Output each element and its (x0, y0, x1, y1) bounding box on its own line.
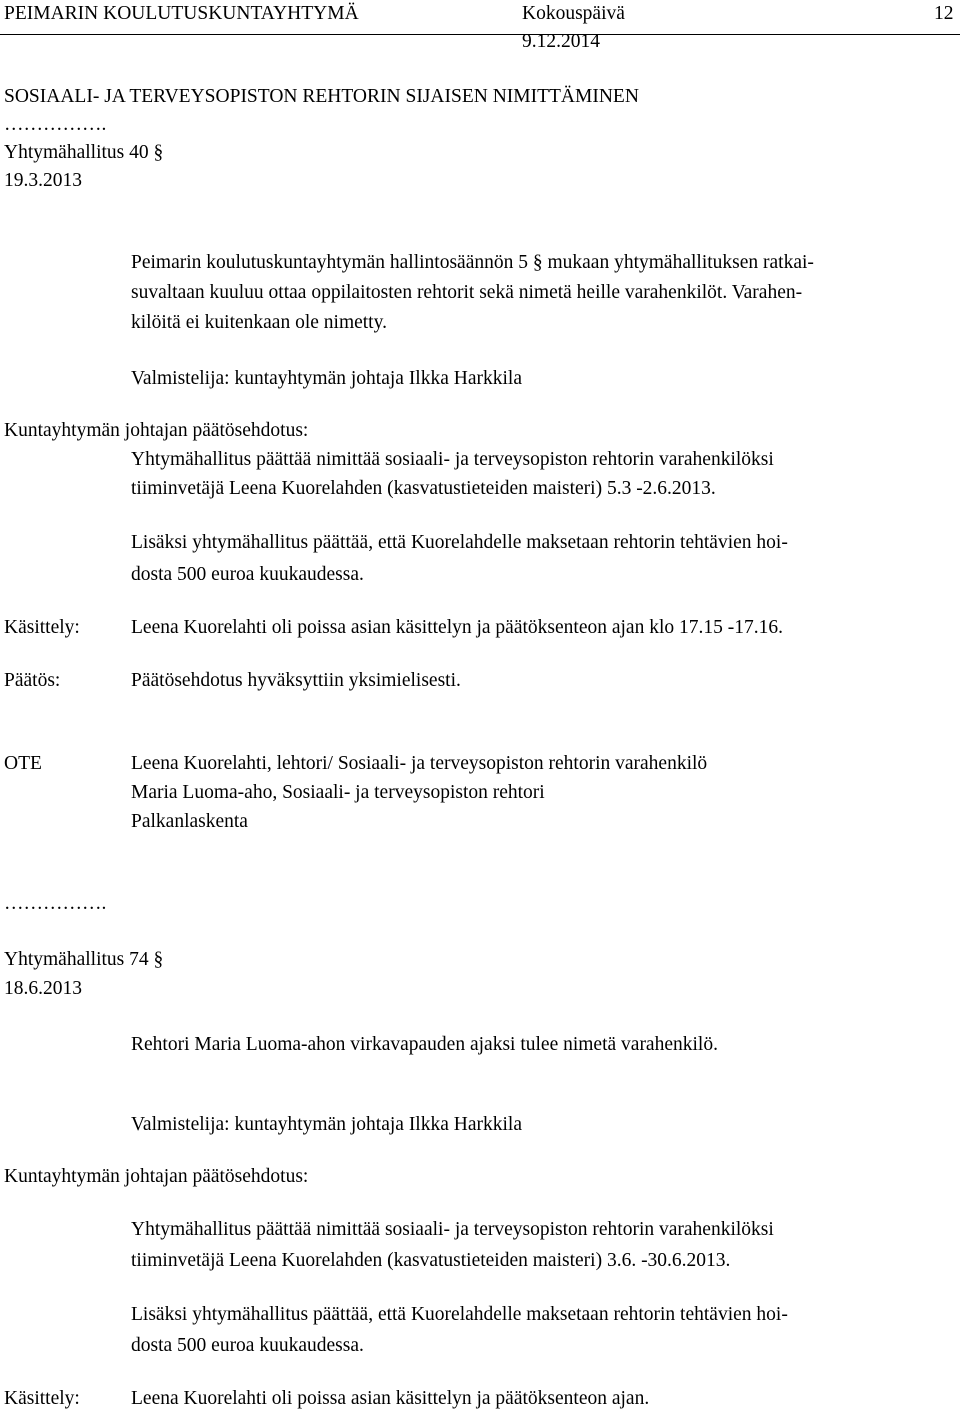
decision-text: Päätösehdotus hyväksyttiin yksimielisesti. (131, 670, 461, 691)
proposal-line: tiiminvetäjä Leena Kuorelahden (kasvatustieteiden maisteri) 5.3 -2.6.2013. (131, 478, 716, 499)
handling-label: Käsittely: (4, 1388, 80, 1409)
preparer-line: Valmistelija: kuntayhtymän johtaja Ilkka Harkkila (131, 368, 522, 389)
intro-line: Rehtori Maria Luoma-ahon virkavapauden ajaksi tulee nimetä varahenkilö. (131, 1034, 718, 1055)
proposal-line: Yhtymähallitus päättää nimittää sosiaali- ja terveysopiston rehtorin varahenkilöksi (131, 449, 774, 470)
meeting-reference: Yhtymähallitus 74 § (4, 949, 164, 970)
handling-text: Leena Kuorelahti oli poissa asian käsittelyn ja päätöksenteon ajan klo 17.15 -17.16. (131, 617, 783, 638)
header-rule (0, 34, 960, 35)
additional-decision-line: dosta 500 euroa kuukaudessa. (131, 564, 364, 585)
handling-label: Käsittely: (4, 617, 80, 638)
ote-recipient: Maria Luoma-aho, Sosiaali- ja terveysopiston rehtori (131, 782, 545, 803)
proposal-line: Yhtymähallitus päättää nimittää sosiaali- ja terveysopiston rehtorin varahenkilöksi (131, 1219, 774, 1240)
section-separator: ……………. (4, 114, 107, 135)
ote-label: OTE (4, 753, 42, 774)
preparer-line: Valmistelija: kuntayhtymän johtaja Ilkka Harkkila (131, 1114, 522, 1135)
additional-decision-line: dosta 500 euroa kuukaudessa. (131, 1335, 364, 1356)
proposal-line: tiiminvetäjä Leena Kuorelahden (kasvatustieteiden maisteri) 3.6. -30.6.2013. (131, 1250, 731, 1271)
ote-recipient: Palkanlaskenta (131, 811, 248, 832)
page-number: 12 (934, 3, 954, 24)
intro-line: Peimarin koulutuskuntayhtymän hallintosäännön 5 § mukaan yhtymähallituksen ratkai- (131, 252, 814, 273)
intro-line: kilöitä ei kuitenkaan ole nimetty. (131, 312, 387, 333)
meeting-reference-date: 19.3.2013 (4, 170, 82, 191)
meeting-date: 9.12.2014 (522, 31, 600, 52)
meeting-reference-date: 18.6.2013 (4, 978, 82, 999)
intro-line: suvaltaan kuuluu ottaa oppilaitosten rehtorit sekä nimetä heille varahenkilöt. Varahen- (131, 282, 803, 303)
decision-label: Päätös: (4, 670, 61, 691)
additional-decision-line: Lisäksi yhtymähallitus päättää, että Kuorelahdelle maksetaan rehtorin tehtävien hoi- (131, 1304, 788, 1325)
section-separator: ……………. (4, 893, 107, 914)
document-title: SOSIAALI- JA TERVEYSOPISTON REHTORIN SIJAISEN NIMITTÄMINEN (4, 86, 639, 107)
handling-text: Leena Kuorelahti oli poissa asian käsittelyn ja päätöksenteon ajan. (131, 1388, 650, 1409)
header-organization: PEIMARIN KOULUTUSKUNTAYHTYMÄ (4, 3, 359, 24)
proposal-label: Kuntayhtymän johtajan päätösehdotus: (4, 420, 309, 441)
ote-recipient: Leena Kuorelahti, lehtori/ Sosiaali- ja terveysopiston rehtorin varahenkilö (131, 753, 708, 774)
meeting-reference: Yhtymähallitus 40 § (4, 142, 164, 163)
meeting-date-label: Kokouspäivä (522, 3, 625, 24)
additional-decision-line: Lisäksi yhtymähallitus päättää, että Kuorelahdelle maksetaan rehtorin tehtävien hoi- (131, 532, 788, 553)
proposal-label: Kuntayhtymän johtajan päätösehdotus: (4, 1166, 309, 1187)
